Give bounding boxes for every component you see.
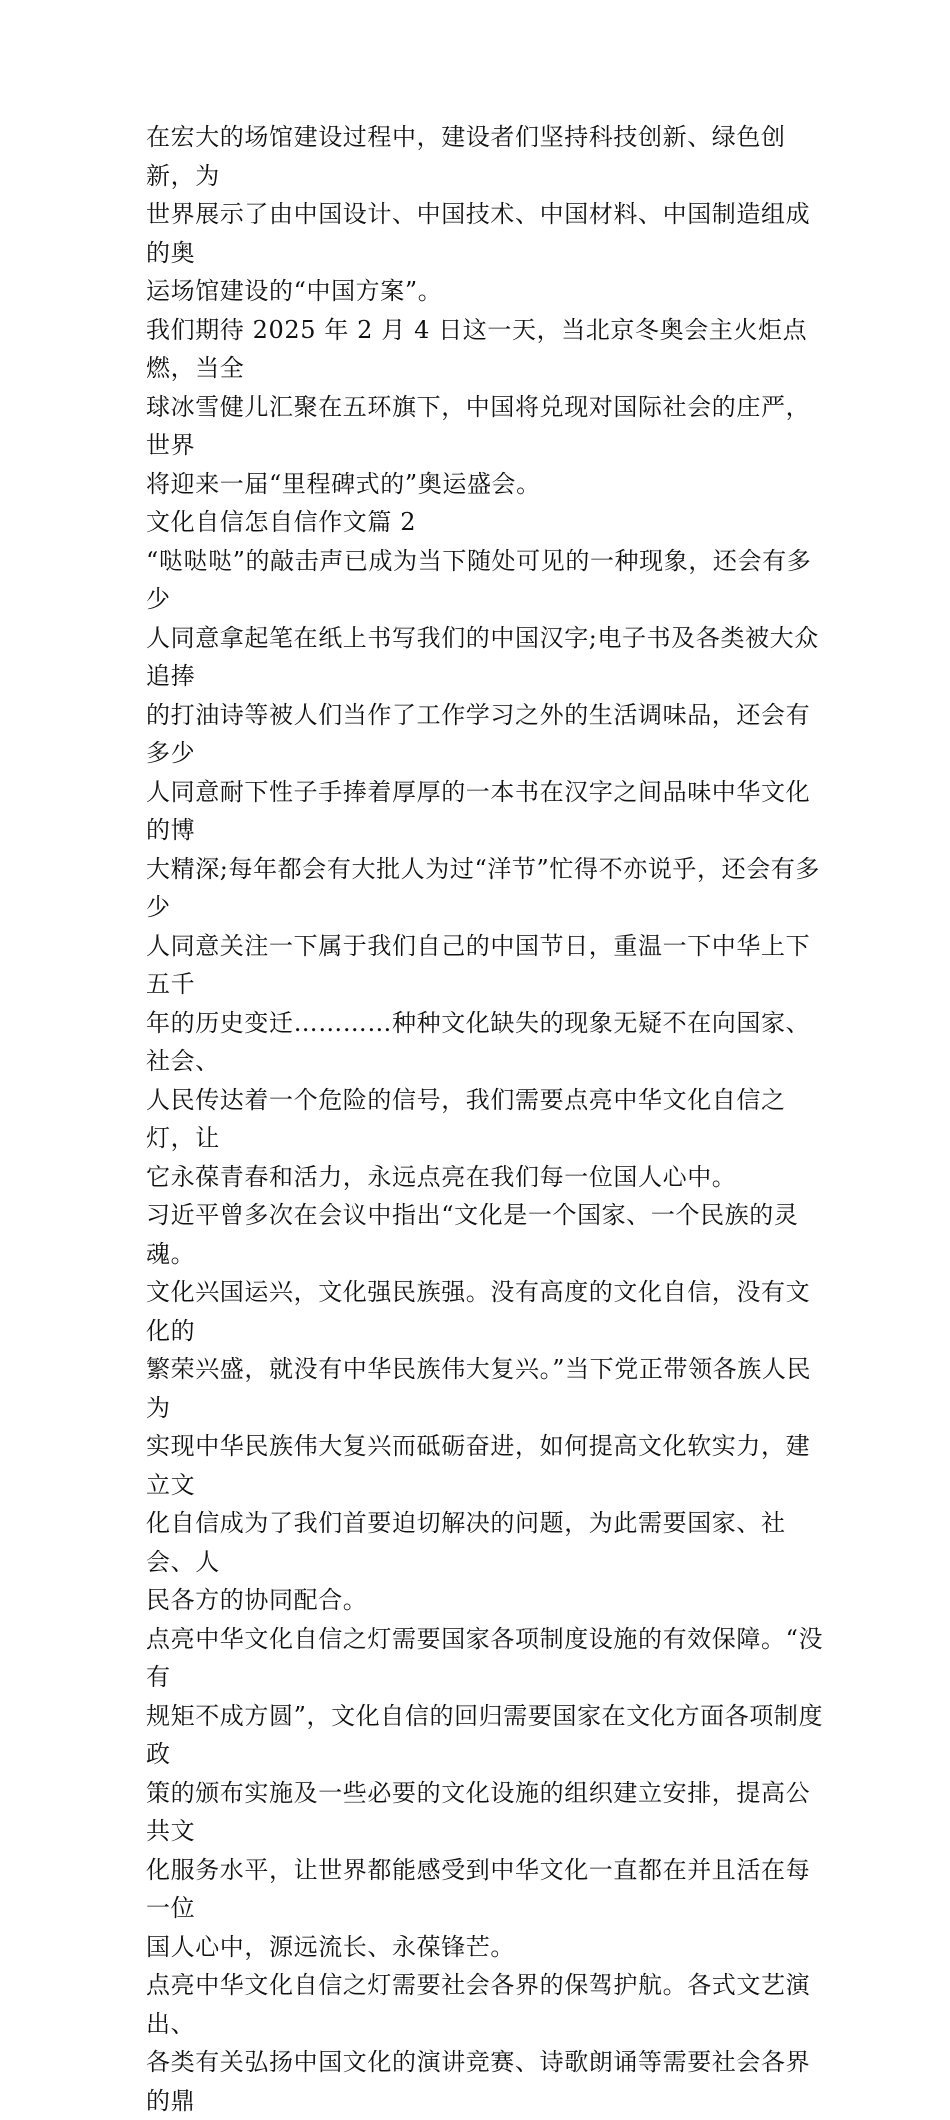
paragraph-winter-olympics: 我们期待 2025 年 2 月 4 日这一天，当北京冬奥会主火炬点燃，当全 球冰雪健儿汇聚在五环旗下，中国将兑现对国际社会的庄严，世界 将迎来一届“里程碑式的”奥运盛会。 (146, 315, 811, 498)
paragraph-social-support: 点亮中华文化自信之灯需要社会各界的保驾护航。各式文艺演出、 各类有关弘扬中国文化的演讲竞赛、诗歌朗诵等需要社会各界的鼎 (146, 1971, 811, 2115)
paragraph-quote: 习近平曾多次在会议中指出“文化是一个国家、一个民族的灵魂。 文化兴国运兴，文化强民族强。没有高度的文化自信，没有文化的 繁荣兴盛，就没有中华民族伟大复兴。”当下党正带领各族人民为 实现中华民族伟大复兴而砥砺奋进，如何提高文化软实力，建立文 化自信成为了我们首要迫切解决的问题，为此需要国家、社会、人 民各方的协同配合。 (146, 1201, 812, 1614)
document-body (146, 118, 826, 2120)
paragraph-stadium-construction: 在宏大的场馆建设过程中，建设者们坚持科技创新、绿色创新，为 世界展示了由中国设计、中国技术、中国材料、中国制造组成的奥 运场馆建设的“中国方案”。 (146, 123, 811, 305)
paragraph-national-system: 点亮中华文化自信之灯需要国家各项制度设施的有效保障。“没有 规矩不成方圆”，文化自信的回归需要国家在文化方面各项制度政 策的颁布实施及一些必要的文化设施的组织建立安排，提高公共文 化服务水平，让世界都能感受到中华文化一直都在并且活在每一位 国人心中，源远流长、永葆锋芒。 (146, 1624, 824, 1961)
section-heading: 文化自信怎自信作文篇 2 (146, 508, 417, 536)
paragraph-cultural-loss: “哒哒哒”的敲击声已成为当下随处可见的一种现象，还会有多少 人同意拿起笔在纸上书写我们的中国汉字;电子书及各类被大众追捧 的打油诗等被人们当作了工作学习之外的生活调味品，还会有多少 人同意耐下性子手捧着厚厚的一本书在汉字之间品味中华文化的博 大精深;每年都会有大批人为过“洋节”忙得不亦说乎，还会有多少 人同意关注一下属于我们自己的中国节日，重温一下中华上下五千 年的历史变迁…………种种文化缺失的现象无疑不在向国家、社会、 人民传达着一个危险的信号，我们需要点亮中华文化自信之灯，让 它永葆青春和活力，永远点亮在我们每一位国人心中。 (146, 546, 821, 1191)
